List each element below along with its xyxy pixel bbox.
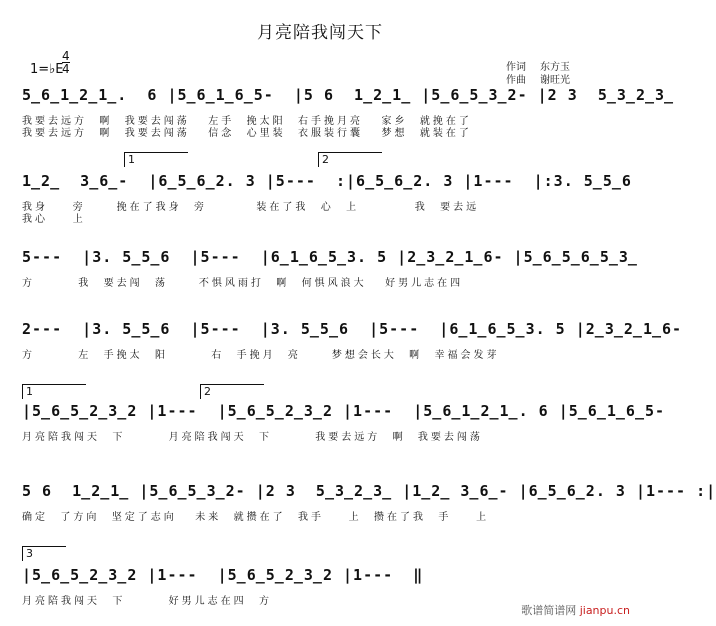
composer-label: 作曲 [506, 75, 526, 86]
notation-line: 5--- |3. 5̲5̲6 |5--- |6̲1̲6̲5̲3. 5 |2̲3̲2̲1̲6- |5̲6̲5̲6̲5̲3̲ [22, 248, 638, 266]
lyric-line-1: 月亮陪我闯天 下 月亮陪我闯天 下 我要去远方 啊 我要去闯荡 [22, 432, 483, 443]
notation-line: 5̲6̲1̲2̲1̲. 6 |5̲6̲1̲6̲5- |5 6 1̲2̲1̲ |5̲6̲5̲3̲2- |2 3 5̲3̲2̲3̲ [22, 86, 675, 104]
time-signature-top: 4 [62, 49, 70, 63]
lyric-line-1: 方 我 要去闯 荡 不惧风雨打 啊 何惧风浪大 好男儿志在四 [22, 278, 464, 289]
watermark-url: jianpu.cn [579, 604, 630, 617]
volta-bracket: 1 [124, 152, 188, 167]
notation-line: |5̲6̲5̲2̲3̲2 |1--- |5̲6̲5̲2̲3̲2 |1--- |5̲6̲1̲2̲1̲. 6 |5̲6̲1̲6̲5- [22, 402, 666, 420]
key-signature: 1=♭E [30, 62, 64, 77]
lyric-line-1: 方 左 手挽太 阳 右 手挽月 亮 梦想会长大 啊 幸福会发芽 [22, 350, 500, 361]
watermark [521, 602, 630, 618]
volta-bracket: 2 [318, 152, 382, 167]
volta-bracket: 2 [200, 384, 264, 399]
volta-bracket: 1 [22, 384, 86, 399]
lyric-line-2: 我要去远方 啊 我要去闯荡 信念 心里装 衣服装行囊 梦想 就装在了 [22, 128, 472, 139]
song-title: 月亮陪我闯天下 [257, 23, 383, 43]
notation-line: 1̲2̲ 3̲6̲- |6̲5̲6̲2. 3 |5--- :|6̲5̲6̲2. 3 |1--- |:3. 5̲5̲6 [22, 172, 632, 190]
volta-bracket: 3 [22, 546, 66, 561]
lyricist-label: 作词 [506, 62, 526, 73]
time-signature-bottom: 4 [62, 62, 70, 76]
lyric-line-1: 我身 旁 挽在了我身 旁 装在了我 心 上 我 要去远 [22, 202, 480, 213]
notation-line: 2--- |3. 5̲5̲6 |5--- |3. 5̲5̲6 |5--- |6̲1̲6̲5̲3. 5 |2̲3̲2̲1̲6- [22, 320, 683, 338]
lyric-line-1: 月亮陪我闯天 下 好男儿志在四 方 [22, 596, 272, 607]
notation-line: 5 6 1̲2̲1̲ |5̲6̲5̲3̲2- |2 3 5̲3̲2̲3̲ |1̲2̲ 3̲6̲- |6̲5̲6̲2. 3 |1--- :| [22, 482, 716, 500]
composer-name: 谢旺光 [540, 75, 570, 86]
lyric-line-1: 我要去远方 啊 我要去闯荡 左手 挽太阳 右手挽月亮 家乡 就挽在了 [22, 116, 472, 127]
watermark-text: 歌谱简谱网 [521, 604, 577, 617]
notation-line: |5̲6̲5̲2̲3̲2 |1--- |5̲6̲5̲2̲3̲2 |1--- ‖ [22, 566, 424, 584]
lyric-line-1: 确定 了方向 坚定了志向 未来 就攒在了 我手 上 攒在了我 手 上 [22, 512, 490, 523]
time-signature [62, 50, 70, 75]
lyric-line-2: 我心 上 [22, 214, 86, 225]
lyricist-name: 东方玉 [540, 62, 570, 73]
